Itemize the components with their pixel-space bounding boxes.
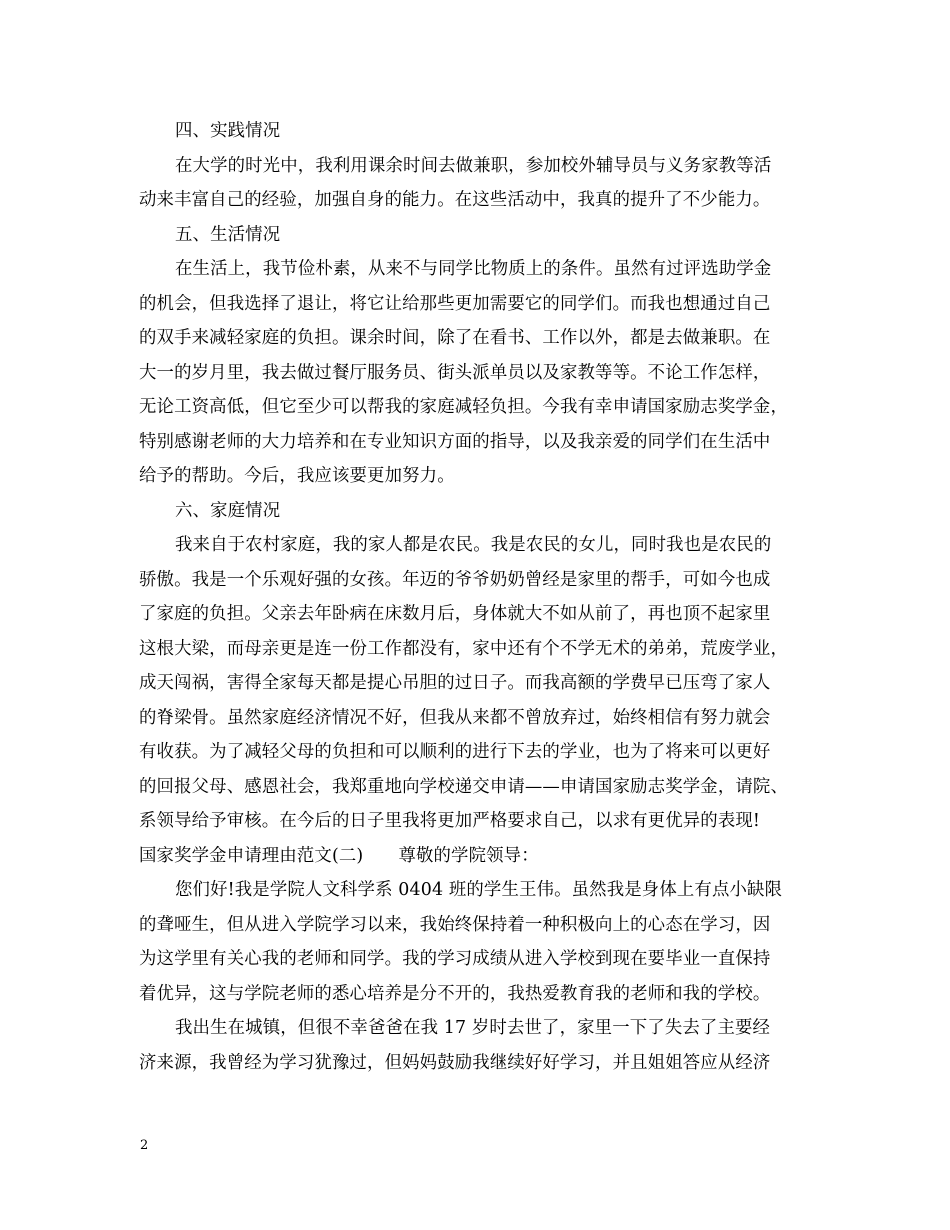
sample-title-line: 国家奖学金申请理由范文(二) 尊敬的学院领导： [139,845,539,866]
paragraph-line: 我出生在城镇，但很不幸爸爸在我 17 岁时去世了，家里一下了失去了主要经 [175,1018,771,1038]
section-heading-practice: 四、实践情况 [175,121,281,141]
paragraph-line: 动来丰富自己的经验，加强自身的能力。在这些活动中，我真的提升了不少能力。 [139,190,771,210]
paragraph-line: 特别感谢老师的大力培养和在专业知识方面的指导，以及我亲爱的同学们在生活中 [139,431,771,452]
paragraph-line: 为这学里有关心我的老师和同学。我的学习成绩从进入学校到现在要毕业一直保持 [139,949,771,969]
paragraph-line: 的机会，但我选择了退让，将它让给那些更加需要它的同学们。而我也想通过自己 [139,293,771,314]
paragraph-line: 系领导给予审核。在今后的日子里我将更加严格要求自己，以求有更优异的表现! [139,811,761,831]
paragraph-line: 在大学的时光中，我利用课余时间去做兼职，参加校外辅导员与义务家教等活 [175,155,772,176]
section-heading-family: 六、家庭情况 [175,500,281,521]
paragraph-line: 的回报父母、感恩社会，我郑重地向学校递交申请——申请国家励志奖学金，请院、 [139,776,789,797]
paragraph-line: 的聋哑生，但从进入学院学习以来，我始终保持着一种积极向上的心态在学习，因 [139,914,771,935]
paragraph-line: 我来自于农村家庭，我的家人都是农民。我是农民的女儿，同时我也是农民的 [175,535,772,555]
paragraph-line: 这根大梁，而母亲更是连一份工作都没有，家中还有个不学无术的弟弟，荒废学业， [139,638,789,659]
paragraph-line: 您们好!我是学院人文科学系 0404 班的学生王伟。虽然我是身体上有点小缺限 [175,880,783,900]
document-body [139,114,819,1080]
paragraph-line: 的双手来减轻家庭的负担。课余时间，除了在看书、工作以外，都是去做兼职。在 [139,328,771,348]
paragraph-line: 济来源，我曾经为学习犹豫过，但妈妈鼓励我继续好好学习，并且姐姐答应从经济 [139,1052,771,1073]
paragraph-line: 有收获。为了减轻父母的负担和可以顺利的进行下去的学业，也为了将来可以更好 [139,742,771,762]
paragraph-line: 成天闯祸，害得全家每天都是提心吊胆的过日子。而我高额的学费早已压弯了家人 [139,673,771,693]
paragraph-line: 无论工资高低，但它至少可以帮我的家庭减轻负担。今我有幸申请国家励志奖学金， [139,397,789,417]
paragraph-line: 在生活上，我节俭朴素，从来不与同学比物质上的条件。虽然有过评选助学金 [175,259,772,279]
paragraph-line: 大一的岁月里，我去做过餐厅服务员、街头派单员以及家教等等。不论工作怎样， [139,362,771,383]
paragraph-line: 的脊梁骨。虽然家庭经济情况不好，但我从来都不曾放弃过，始终相信有努力就会 [139,707,771,728]
section-heading-life: 五、生活情况 [175,224,281,245]
paragraph-line: 了家庭的负担。父亲去年卧病在床数月后，身体就大不如从前了，再也顶不起家里 [139,604,771,624]
paragraph-line: 着优异，这与学院老师的悉心培养是分不开的，我热爱教育我的老师和我的学校。 [139,983,771,1004]
page-number: 2 [140,1138,149,1153]
paragraph-line: 骄傲。我是一个乐观好强的女孩。年迈的爷爷奶奶曾经是家里的帮手，可如今也成 [139,569,771,590]
paragraph-line: 给予的帮助。今后，我应该要更加努力。 [139,466,455,486]
